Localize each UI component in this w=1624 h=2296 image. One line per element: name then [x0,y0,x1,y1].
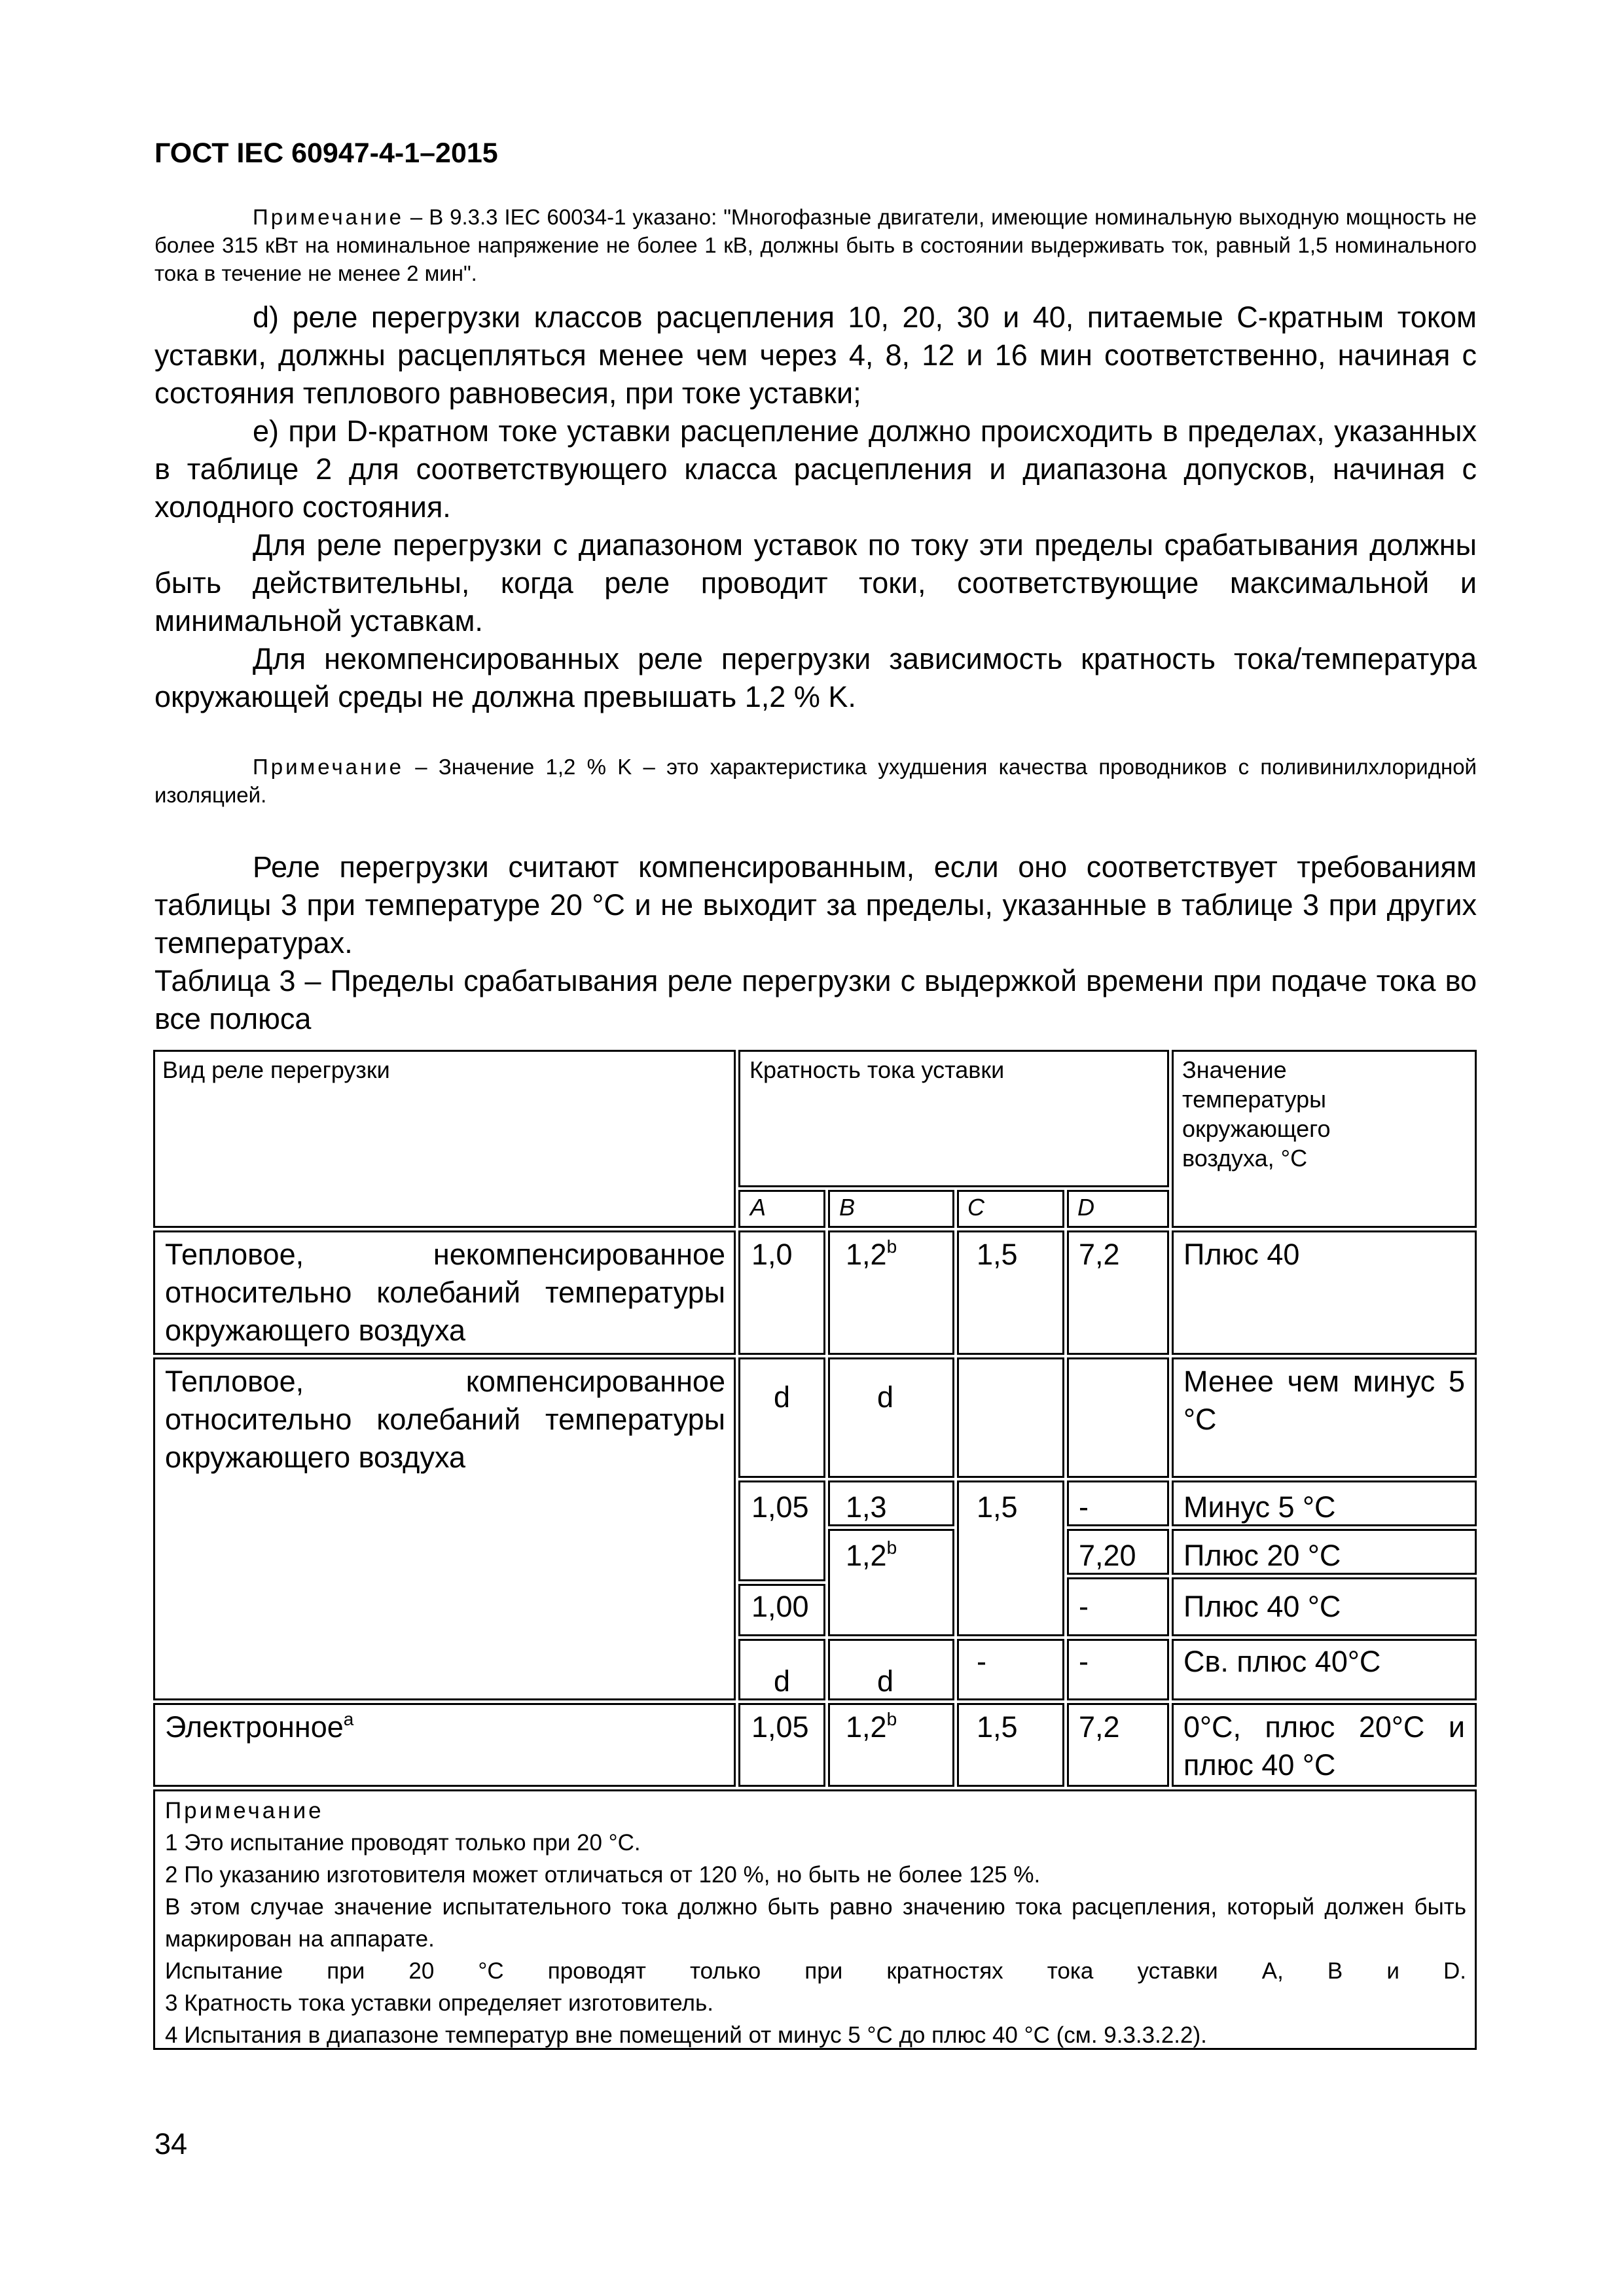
note-1-label: Примечание [253,205,405,229]
r3-temp: Плюс 20 °С [1183,1539,1341,1572]
row3-c: 1,5 [977,1710,1018,1744]
r3-b [846,1537,897,1575]
row3-b-sup: b [886,1709,897,1729]
r2-c: 1,5 [977,1490,1018,1524]
header-col-a: A [750,1194,767,1221]
r1-a-cell [738,1357,825,1478]
r4-temp: Плюс 40 °С [1183,1590,1341,1623]
r1-temp: Менее чем минус 5 °С [1183,1365,1465,1436]
r1-c-cell [957,1357,1064,1478]
table-note-2: 2 По указанию изготовителя может отличаться от 120 %, но быть не более 125 %. [165,1862,1041,1888]
r1-d-cell [1067,1357,1169,1478]
table-notes [165,1795,1466,2051]
r5-c: - [977,1645,986,1678]
row1-b-value: 1,2 [846,1238,887,1271]
page-number: 34 [154,2127,188,2161]
r3-b-sup: b [886,1537,897,1558]
note-2 [154,753,1477,809]
paragraph-range: Для реле перегрузки с диапазоном уставок по току эти пределы срабатывания должны быть действительны, когда реле проводит токи, соответствующие максимальной и минимальной уставкам. [154,528,1477,637]
r1-a: d [774,1380,791,1414]
note-2-label: Примечание [253,755,405,779]
note-1 [154,203,1477,287]
r4-d: - [1079,1590,1089,1623]
row3-b [846,1708,897,1746]
r1-b: d [877,1380,894,1414]
note-1-text: – В 9.3.3 IEC 60034-1 указано: "Многофазные двигатели, имеющие номинальную выходную мощность не более 315 кВт на номинальное напряжение не более 1 кВ, должны быть в состоянии выдерживать ток, равный 1,5 номинального тока в течение не менее 2 мин". [154,205,1477,285]
document-id: ГОСТ IEC 60947-4-1–2015 [154,137,498,169]
r5-c-cell [957,1639,1064,1700]
header-temp: Значение температуры окружающего воздуха, °С [1182,1056,1331,1172]
row3-temp: 0°С, плюс 20°С и плюс 40 °С [1183,1710,1465,1782]
row1-temp: Плюс 40 [1183,1238,1300,1271]
table-notes-label: Примечание [165,1798,324,1823]
row3-d: 7,2 [1079,1710,1120,1744]
r5-d: - [1079,1645,1089,1678]
r5-b: d [877,1664,894,1698]
row1-c: 1,5 [977,1238,1018,1271]
row3-a: 1,05 [751,1710,809,1744]
row1-type: Тепловое, некомпенсированное относительно колебаний температуры окружающего воздуха [165,1238,725,1347]
row1-b-sup: b [886,1236,897,1257]
r5-a: d [774,1664,791,1698]
table-note-1: 1 Это испытание проводят только при 20 °С. [165,1830,641,1856]
r2-d: - [1079,1490,1089,1524]
row3-type [165,1708,353,1746]
row3-b-value: 1,2 [846,1710,887,1744]
r1-b-cell [828,1357,954,1478]
r2-b: 1,3 [846,1490,887,1524]
note-2-text: – Значение 1,2 % K – это характеристика ухудшения качества проводников с поливинилхлоридной изоляцией. [154,755,1477,807]
row1-b [846,1236,897,1274]
table-note-4: 4 Испытания в диапазоне температур вне помещений от минус 5 °С до плюс 40 °С (см. 9.3.3.2.2). [165,2022,1207,2048]
header-type: Вид реле перегрузки [162,1056,390,1083]
r5-temp: Св. плюс 40°С [1183,1645,1381,1678]
table-note-2b: В этом случае значение испытательного тока должно быть равно значению тока расцепления, который должен быть маркирован на аппарате. [165,1894,1466,1952]
header-col-c: C [967,1194,984,1221]
paragraph-e: e) при D-кратном токе уставки расцепление должно происходить в пределах, указанных в таблице 2 для соответствующего класса расцепления и диапазона допусков, начиная с холодного состояния. [154,414,1477,524]
header-col-d: D [1077,1194,1094,1221]
r2-temp: Минус 5 °С [1183,1490,1336,1524]
paragraph-compensated: Реле перегрузки считают компенсированным, если оно соответствует требованиям таблицы 3 при температуре 20 °С и не выходит за пределы, указанные в таблице 3 при других температурах. [154,850,1477,960]
r3-b-value: 1,2 [846,1539,887,1572]
r2-a: 1,05 [751,1490,809,1524]
row2-type: Тепловое, компенсированное относительно колебаний температуры окружающего воздуха [165,1365,725,1474]
table-note-3: 3 Кратность тока уставки определяет изготовитель. [165,1990,713,2016]
header-multiple: Кратность тока уставки [749,1056,1005,1083]
paragraph-d: d) реле перегрузки классов расцепления 10, 20, 30 и 40, питаемые C-кратным током уставки, должны расцепляться менее чем через 4, 8, 12 и 16 мин соответственно, начиная с состояния теплового равновесия, при токе уставки; [154,300,1477,410]
row1-d: 7,2 [1079,1238,1120,1271]
row3-type-value: Электронное [165,1710,344,1744]
table-caption: Таблица 3 – Пределы срабатывания реле перегрузки с выдержкой времени при подаче тока во все полюса [154,964,1477,1035]
header-col-b: B [839,1194,856,1221]
table-note-2c: Испытание при 20 °С проводят только при кратностях тока уставки A, B и D. [165,1958,1466,1984]
r3-d: 7,20 [1079,1539,1136,1572]
r4-a: 1,00 [751,1590,809,1623]
row1-a: 1,0 [751,1238,793,1271]
row3-type-sup: a [343,1709,354,1729]
paragraph-uncompensated: Для некомпенсированных реле перегрузки зависимость кратность тока/температура окружающей среды не должна превышать 1,2 % K. [154,642,1477,713]
